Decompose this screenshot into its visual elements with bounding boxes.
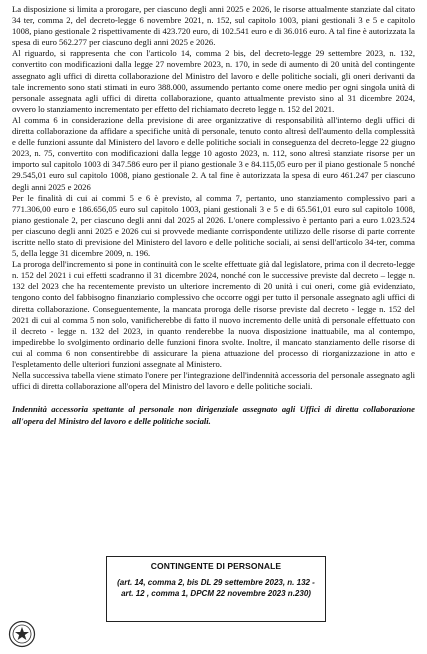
paragraph-1: La disposizione si limita a prorogare, per ciascuno degli anni 2025 e 2026, le risorse attualmente stanziate dal citato 34 ter, comma 2, del decreto-legge 6 novembre 2021, n. 152, sul capitolo 1003, piani gestionali 3 e 5 e capitolo 1008, piano gestionale 2 rispettivamente di 423.720 euro, di 102.541 euro e di 36.016 euro. A tal fine è autorizzata la spesa di euro 562.277 per ciascuno degli anni 2025 e 2026. [12, 4, 415, 48]
paragraph-6: Nella successiva tabella viene stimato l'onere per l'integrazione dell'indennità accessoria del personale assegnato agli uffici di diretta collaborazione all'opera del Ministro del lavoro e delle politiche sociali. [12, 370, 415, 392]
document-page [12, 4, 415, 427]
paragraph-4: Per le finalità di cui ai commi 5 e 6 è previsto, al comma 7, pertanto, uno stanziamento complessivo pari a 771.306,00 euro e 186.656,05 euro sul capitolo 1003, piani gestionali 3 e 5 e di 65.561,01 euro sul capitolo 1008, piano gestionale 2, per ciascuno degli anni dal 2025 al 2026. L'onere complessivo è pertanto pari a euro 1.023.524 per ciascuno degli anni 2025 e 2026 cui si provvede mediante corrispondente utilizzo delle risorse di parte corrente iscritte nello stato di previsione del Ministero del lavoro e delle politiche sociali, ai sensi dell'articolo 34-ter, comma 5, della legge 31 dicembre 2009, n. 196. [12, 192, 415, 259]
table-box-subtitle: (art. 14, comma 2, bis DL 29 settembre 2023, n. 132 - art. 12 , comma 1, DPCM 22 novembre 2023 n.230) [117, 578, 315, 598]
table-box-title: CONTINGENTE DI PERSONALE [150, 561, 282, 571]
paragraph-5: La proroga dell'incremento si pone in continuità con le scelte effettuate già dal legislatore, prima con il decreto-legge n. 152 del 2021 i cui effetti scadranno il 31 dicembre 2024, nonché con le successive previste dal decreto – legge n. 132 del 2023 che ha recentemente previsto un ulteriore incremento di 20 unità i cui oneri, come già evidenziato, tengono conto del fabbisogno finanziario complessivo che occorre oggi per tutto il personale assegnato agli uffici di diretta collaborazione. Conseguentemente, la mancata proroga delle risorse previste dal decreto - legge n. 152 del 2021 di cui al comma 5 non solo, vanificherebbe di fatto il nuovo incremento delle unità di personale effettuato con il decreto - legge n. 132 del 2023, in quanto renderebbe la nuova disposizione inattuabile, ma al contempo, impedirebbe lo svolgimento ordinario delle funzioni finora svolte. Inoltre, il mancato stanziamento delle risorse di cui al comma 6 non consentirebbe di assicurare la piena attuazione del processo di riorganizzazione in atto e l'espletamento delle ulteriori funzioni assegnate al Ministero. [12, 259, 415, 369]
emblem-icon [8, 620, 36, 648]
paragraph-3: Al comma 6 in considerazione della previsione di aree organizzative di responsabilità all'interno degli uffici di diretta collaborazione da affidare a specifiche unità di personale, tenuto conto altresì dell'aumento della complessità e delle funzioni assunte dal Ministero del lavoro e delle politiche sociali in conseguenza del decreto-legge 22 giugno 2023, n. 75, convertito con modificazioni dalla legge 10 agosto 2023, n. 112, sono altresì stanziate risorse per un importo sul capitolo 1003 di 347.586 euro per il piano gestionale 3 e 84.115,05 euro per il piano gestionale 5 nonché 29.545,01 euro sul capitolo 1008, piano gestionale 2. A tal fine è autorizzata la spesa di euro 461.247 per ciascuno degli anni 2025 e 2026 [12, 114, 415, 192]
paragraph-2: Al riguardo, si rappresenta che con l'articolo 14, comma 2 bis, del decreto-legge 29 settembre 2023, n. 132, convertito con modificazioni dalla legge 27 novembre 2023, n. 170, in sede di aumento di 20 unità del contingente assegnato agli uffici di diretta collaborazione del Ministro del lavoro e delle politiche sociali, gli oneri derivanti da tale incremento sono stati stimati in euro 388.000, assumendo pertanto come onere medio per ogni singola unità di personale assegnata agli uffici di diretta collaborazione, quanto attualmente previsto sino al 31 dicembre 2024, ovvero lo stanziamento incrementato per effetto del richiamato decreto legge n. 152 del 2021. [12, 48, 415, 114]
table-heading: Indennità accessoria spettante al personale non dirigenziale assegnato agli Uffici di diretta collaborazione all'opera del Ministro del lavoro e delle politiche sociali. [12, 404, 415, 426]
personnel-table-box [106, 556, 326, 622]
